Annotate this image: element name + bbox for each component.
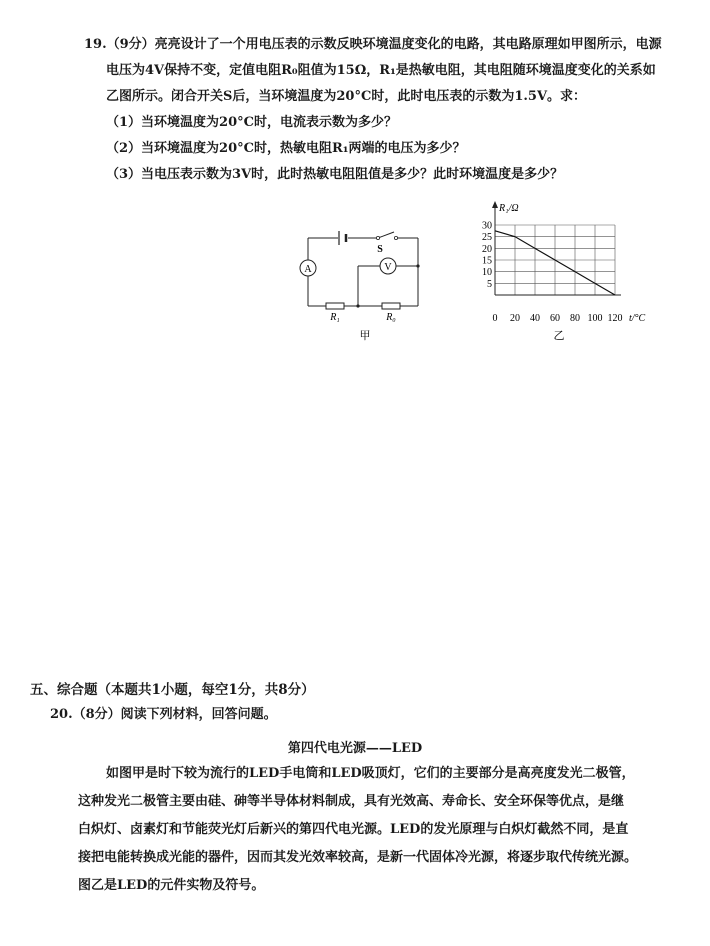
x-tick-label: 0	[492, 313, 498, 324]
graph-tick-labels	[482, 221, 623, 325]
article-title: 第四代电光源——LED	[287, 741, 423, 756]
section-5-title: 五、综合题（本题共1小题，每空1分，共8分）	[30, 682, 315, 698]
y-tick-label: 25	[482, 232, 492, 244]
r1-label: R₁	[330, 312, 340, 323]
x-tick-label: 20	[510, 313, 520, 324]
y-axis-label: R₁/Ω	[499, 203, 519, 214]
switch-label: S	[377, 244, 383, 255]
y-axis-arrow	[492, 201, 498, 208]
paragraph-line-1: 如图甲是时下较为流行的LED手电筒和LED吸顶灯，它们的主要部分是高亮度发光二极管，	[106, 766, 635, 781]
x-tick-label: 100	[587, 313, 603, 324]
paragraph-line-4: 接把电能转换成光能的器件，因而其发光效率较高，是新一代固体冷光源，将逐步取代传统光源。	[78, 850, 638, 865]
circuit-diagram	[290, 220, 440, 345]
y-tick-label: 30	[482, 220, 492, 232]
graph-caption: 乙	[553, 330, 565, 342]
q19-line-1: 19.（9分）亮亮设计了一个用电压表的示数反映环境温度变化的电路，其电路原理如甲图所示，电源	[84, 37, 662, 52]
graph-axes	[492, 201, 621, 295]
y-tick-label: 10	[482, 267, 492, 279]
x-tick-label: 80	[570, 313, 580, 324]
paragraph-line-2: 这种发光二极管主要由硅、砷等半导体材料制成，具有光效高、寿命长、安全环保等优点，是继	[78, 794, 625, 809]
q19-sub-3: （3）当电压表示数为3V时，此时热敏电阻阻值是多少？此时环境温度是多少？	[106, 167, 564, 182]
x-tick-label: 40	[530, 313, 540, 324]
r0-label: R₀	[386, 312, 396, 323]
y-tick-label: 15	[482, 255, 492, 267]
y-tick-label: 20	[482, 243, 492, 255]
x-tick-label: 60	[550, 313, 560, 324]
x-tick-label: 120	[607, 313, 623, 324]
q20-intro: 20.（8分）阅读下列材料，回答问题。	[50, 707, 277, 722]
voltmeter-symbol: V	[384, 262, 392, 273]
q19-sub-1: （1）当环境温度为20°C时，电流表示数为多少？	[106, 115, 397, 130]
q19-sub-2: （2）当环境温度为20°C时，热敏电阻R₁两端的电压为多少？	[106, 141, 466, 156]
circuit-caption: 甲	[359, 330, 371, 342]
paragraph-line-5: 图乙是LED的元件实物及符号。	[78, 878, 265, 893]
y-tick-label: 5	[487, 278, 492, 290]
q19-line-2: 电压为4V保持不变，定值电阻R₀阻值为15Ω，R₁是热敏电阻，其电阻随环境温度变化的关系如	[106, 63, 656, 78]
x-axis-label: t/°C	[629, 313, 646, 324]
q19-line-3: 乙图所示。闭合开关S后，当环境温度为20°C时，此时电压表的示数为1.5V。求：	[106, 89, 587, 104]
resistance-temperature-graph	[455, 195, 670, 345]
paragraph-line-3: 白炽灯、卤素灯和节能荧光灯后新兴的第四代电光源。LED的发光原理与白炽灯截然不同，是直	[78, 822, 629, 837]
ammeter-symbol: A	[304, 264, 312, 275]
